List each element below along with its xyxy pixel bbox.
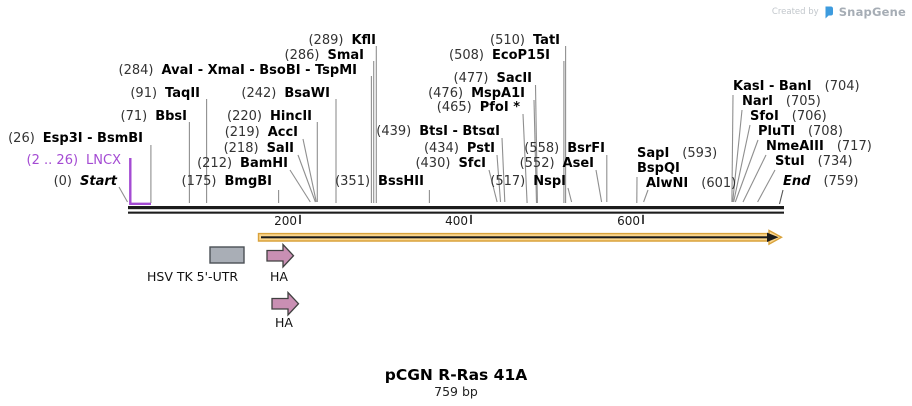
enzyme-position-smai: (286) [284,48,320,63]
enzyme-position-acci: (219) [224,125,260,140]
enzyme-label-bbsi[interactable] [121,110,187,123]
enzyme-label-hincii[interactable] [227,110,312,123]
enzyme-position-bsshii: (351) [335,174,371,189]
enzyme-label-start[interactable] [54,175,117,188]
enzyme-position-bmgbi: (175) [181,174,217,189]
leader-line-stui [758,170,775,202]
enzyme-position-kasi: (704) [824,79,860,94]
enzyme-name-start: Start [80,174,117,189]
enzyme-name-tati: TatI [532,33,560,48]
feature-box-hsv-tk-5utr[interactable] [210,247,244,263]
credit-prefix-text: Created by [771,7,819,17]
enzyme-name-lncx: LNCX [86,153,121,168]
enzyme-position-bsrfi: (558) [524,141,560,156]
enzyme-label-taqii[interactable] [130,87,200,100]
enzyme-name-esp3i: Esp3I - BsmBI [42,131,143,146]
ruler-number-600: 600 [617,214,640,228]
enzyme-position-pluti: (708) [807,124,843,139]
enzyme-label-tati[interactable] [490,34,560,47]
enzyme-name-hincii: HincII [270,109,312,124]
enzyme-name-sacii: SacII [496,71,532,86]
enzyme-position-sfci: (430) [415,156,451,171]
enzyme-name-sali: SalI [266,141,294,156]
enzyme-name-kasi: KasI - BanI [733,79,812,94]
enzyme-label-stui[interactable] [775,155,853,168]
map-title: pCGN R-Ras 41A [384,366,528,384]
enzyme-label-lncx[interactable] [27,154,121,167]
enzyme-label-nspi[interactable] [490,175,566,188]
enzyme-position-sacii: (477) [453,71,489,86]
enzyme-name-nspi: NspI [533,174,566,189]
enzyme-position-alwni: (601) [701,176,737,191]
feature-label-hsv-tk-5utr[interactable]: HSV TK 5'-UTR [147,269,239,284]
enzyme-label-bsawi[interactable] [241,87,330,100]
enzyme-position-sapi: (593) [682,146,718,161]
enzyme-label-sfci[interactable] [415,157,486,170]
enzyme-name-stui: StuI [775,154,805,169]
enzyme-position-stui: (734) [817,154,853,169]
leader-line-acci [303,139,316,202]
lncx-primer-annotation[interactable] [130,158,151,204]
enzyme-name-bmgbi: BmgBI [224,174,272,189]
enzyme-position-pfoi: (465) [436,100,472,115]
enzyme-label-asei[interactable] [520,157,594,170]
enzyme-position-hincii: (220) [227,109,263,124]
leader-line-asei [596,170,602,202]
enzyme-position-start: (0) [53,174,73,189]
enzyme-label-bmgbi[interactable] [182,175,272,188]
enzyme-name-alwni: AlwNI [646,176,689,191]
enzyme-position-tati: (510) [490,33,525,48]
enzyme-position-nmeaiii: (717) [836,139,872,154]
leader-line-start [119,187,128,202]
ruler-number-400: 400 [445,214,468,228]
enzyme-label-bsrfi[interactable] [524,142,605,155]
enzyme-name-bsrfi: BsrFI [567,141,605,156]
enzyme-label-kasi[interactable] [733,80,860,93]
enzyme-name-bsawi: BsaWI [284,86,330,101]
enzyme-label-btsi[interactable] [376,125,500,138]
enzyme-name-bspqi: BspQI [637,161,680,176]
enzyme-label-sfoi[interactable] [750,110,827,123]
enzyme-position-end: (759) [823,174,859,189]
enzyme-name-bbsi: BbsI [155,109,187,124]
enzyme-position-kfli: (289) [308,33,344,48]
enzyme-label-esp3i[interactable] [8,132,143,145]
enzyme-position-nari: (705) [785,94,821,109]
enzyme-name-mspa1i: MspA1I [471,86,525,101]
enzyme-position-avai: (284) [118,63,154,78]
enzyme-name-nmeaiii: NmeAIII [766,139,824,154]
enzyme-position-bbsi: (71) [120,109,148,124]
enzyme-name-asei: AseI [562,156,594,171]
leader-line-sali [298,155,315,202]
leader-line-btsi [502,138,505,202]
sequence-line-top[interactable] [128,206,784,209]
enzyme-position-bsawi: (242) [241,86,277,101]
enzyme-position-btsi: (439) [376,124,412,139]
enzyme-name-acci: AccI [267,125,298,140]
enzyme-name-sfoi: SfoI [750,109,779,124]
ruler-ticks [300,215,643,224]
enzyme-name-pfoi: PfoI * [479,100,520,115]
enzyme-name-avai: AvaI - XmaI - BsoBI - TspMI [161,63,357,78]
enzyme-label-alwni[interactable] [646,177,736,190]
enzyme-name-sfci: SfcI [458,156,486,171]
enzyme-name-end: End [783,174,811,189]
leader-line-alwni [644,190,648,202]
enzyme-position-ecop15i: (508) [449,48,485,63]
enzyme-name-nari: NarI [742,94,773,109]
enzyme-label-pfoi[interactable] [437,101,520,114]
feature-arrow-ha-2[interactable] [272,293,299,316]
enzyme-label-psti[interactable] [424,142,495,155]
enzyme-name-psti: PstI [466,141,495,156]
leader-line-nmeaiii [743,155,766,202]
enzyme-label-bsshii[interactable] [335,175,424,188]
map-length: 759 bp [434,384,478,399]
enzyme-label-end[interactable] [783,175,858,188]
enzyme-position-asei: (552) [519,156,555,171]
enzyme-name-pluti: PluTI [758,124,795,139]
enzyme-position-nspi: (517) [490,174,526,189]
enzyme-label-bspqi[interactable] [637,162,693,175]
leader-line-bamhi [290,170,310,202]
enzyme-label-bamhi[interactable] [197,157,288,170]
enzyme-position-taqii: (91) [130,86,158,101]
enzyme-position-psti: (434) [423,141,459,156]
ruler-number-200: 200 [274,214,297,228]
feature-label-ha-2[interactable]: HA [275,315,293,330]
enzyme-label-pluti[interactable] [758,125,843,138]
enzyme-name-ecop15i: EcoP15I [492,48,550,63]
feature-arrow-ha-1[interactable] [267,245,294,268]
enzyme-label-sacii[interactable] [454,72,532,85]
enzyme-label-ecop15i[interactable] [449,49,550,62]
enzyme-name-bsshii: BssHII [378,174,424,189]
enzyme-position-sali: (218) [223,141,259,156]
enzyme-name-kfli: KflI [351,33,376,48]
enzyme-label-smai[interactable] [285,49,365,62]
leader-line-pluti [735,140,758,202]
enzyme-label-avai[interactable] [119,64,357,77]
enzyme-label-kfli[interactable] [308,34,376,47]
enzyme-name-smai: SmaI [327,48,364,63]
enzyme-label-mspa1i[interactable] [428,87,525,100]
leader-line-nspi [568,188,572,202]
enzyme-position-esp3i: (26) [8,131,35,146]
enzyme-label-sapi[interactable] [637,147,717,160]
leader-line-end [780,190,784,204]
enzyme-name-sapi: SapI [637,146,670,161]
feature-label-ha-1[interactable]: HA [270,269,288,284]
enzyme-position-bamhi: (212) [197,156,233,171]
enzyme-label-nari[interactable] [742,95,821,108]
enzyme-name-taqii: TaqII [165,86,200,101]
orf-reading-frame-line [261,236,768,238]
enzyme-position-mspa1i: (476) [428,86,464,101]
enzyme-label-nmeaiii[interactable] [766,140,872,153]
enzyme-position-lncx: (2 .. 26) [26,153,79,168]
enzyme-position-sfoi: (706) [791,109,827,124]
enzyme-name-btsi: BtsI - BtsαI [419,124,500,139]
enzyme-label-sali[interactable] [224,142,294,155]
credit-brand-text: SnapGene [838,5,906,19]
enzyme-name-bamhi: BamHI [240,156,288,171]
enzyme-label-acci[interactable] [225,126,298,139]
